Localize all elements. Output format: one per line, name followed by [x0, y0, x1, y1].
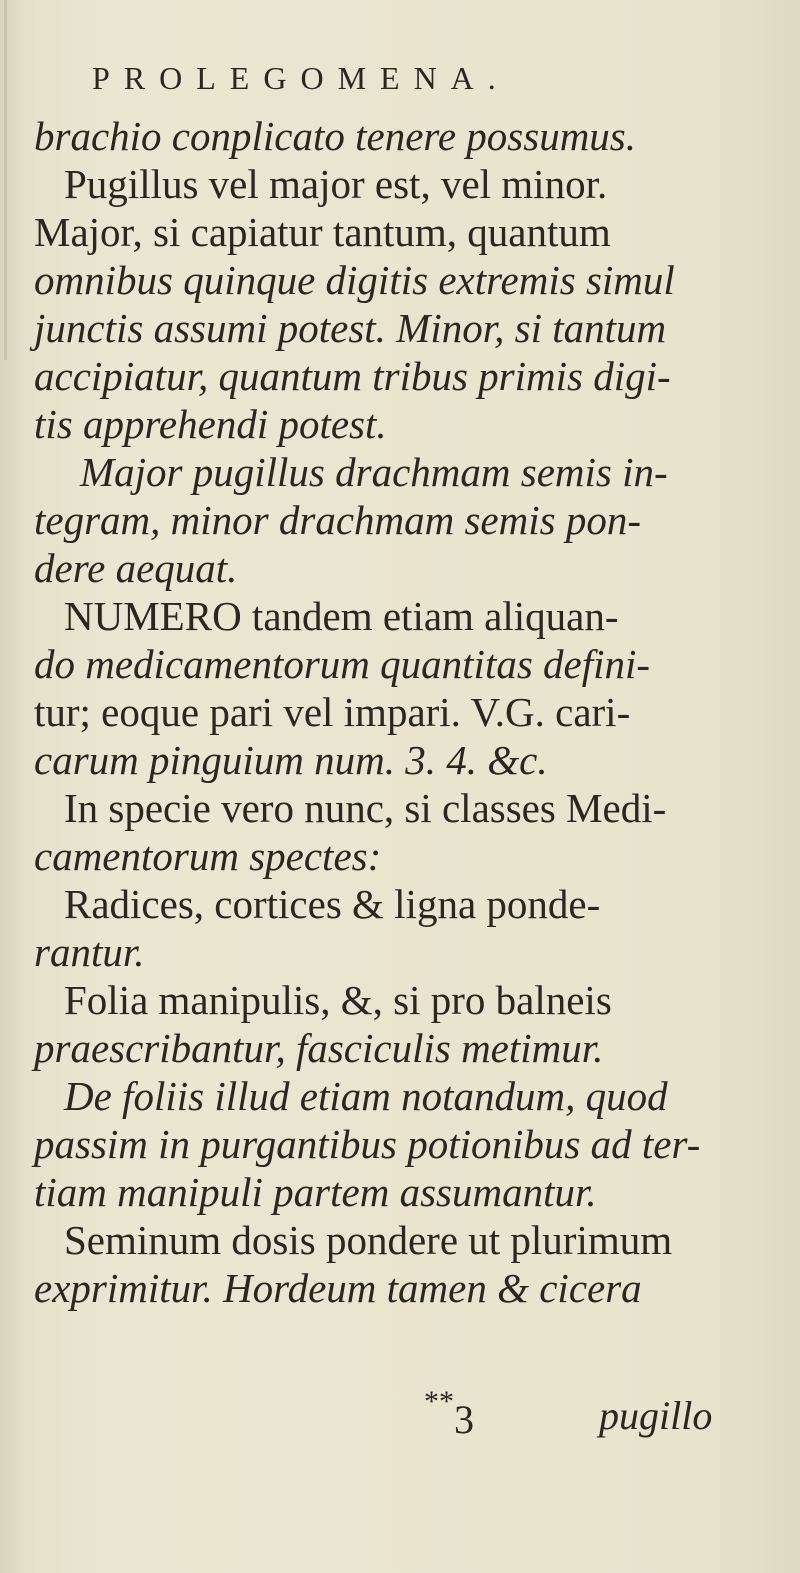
text-line: tis apprehendi potest. [34, 401, 387, 447]
text-line: dere aequat. [34, 545, 238, 591]
text-line: tiam manipuli partem assumantur. [34, 1169, 597, 1215]
text-line: tur; eoque pari vel impari. V.G. cari- [34, 689, 631, 735]
text-line: NUMERO tandem etiam aliquan- [64, 593, 619, 639]
text-line: De foliis illud etiam notandum, quod [64, 1073, 668, 1119]
text-line: camentorum spectes: [34, 833, 382, 879]
text-line: Major pugillus drachmam semis in- [80, 449, 668, 495]
text-line: Folia manipulis, &, si pro balneis [64, 977, 612, 1023]
text-line: praescribantur, fasciculis metimur. [34, 1025, 604, 1071]
text-line: passim in purgantibus potionibus ad ter- [34, 1121, 701, 1167]
running-head: PROLEGOMENA. [92, 60, 510, 96]
text-line: exprimitur. Hordeum tamen & cicera [34, 1265, 642, 1311]
text-line: omnibus quinque digitis extremis simul [34, 257, 675, 303]
text-line: In specie vero nunc, si classes Medi- [64, 785, 667, 831]
gutter-shadow [4, 0, 7, 360]
text-line: Major, si capiatur tantum, quantum [34, 209, 611, 255]
text-line: Seminum dosis pondere ut plurimum [64, 1217, 673, 1263]
body-text [34, 112, 789, 1312]
catchword: pugillo [599, 1393, 713, 1438]
text-line: tegram, minor drachmam semis pon- [34, 497, 641, 543]
text-line: rantur. [34, 929, 145, 975]
text-line: Radices, cortices & ligna ponde- [64, 881, 601, 927]
text-line: accipiatur, quantum tribus primis digi- [34, 353, 671, 399]
text-line: brachio conplicato tenere possumus. [34, 113, 637, 159]
text-line: carum pinguium num. 3. 4. &c. [34, 737, 548, 783]
text-line: junctis assumi potest. Minor, si tantum [34, 305, 667, 351]
text-line: Pugillus vel major est, vel minor. [64, 161, 608, 207]
signature-mark: ** [424, 1385, 454, 1418]
page-number: 3 [454, 1397, 474, 1442]
text-line: do medicamentorum quantitas defini- [34, 641, 651, 687]
